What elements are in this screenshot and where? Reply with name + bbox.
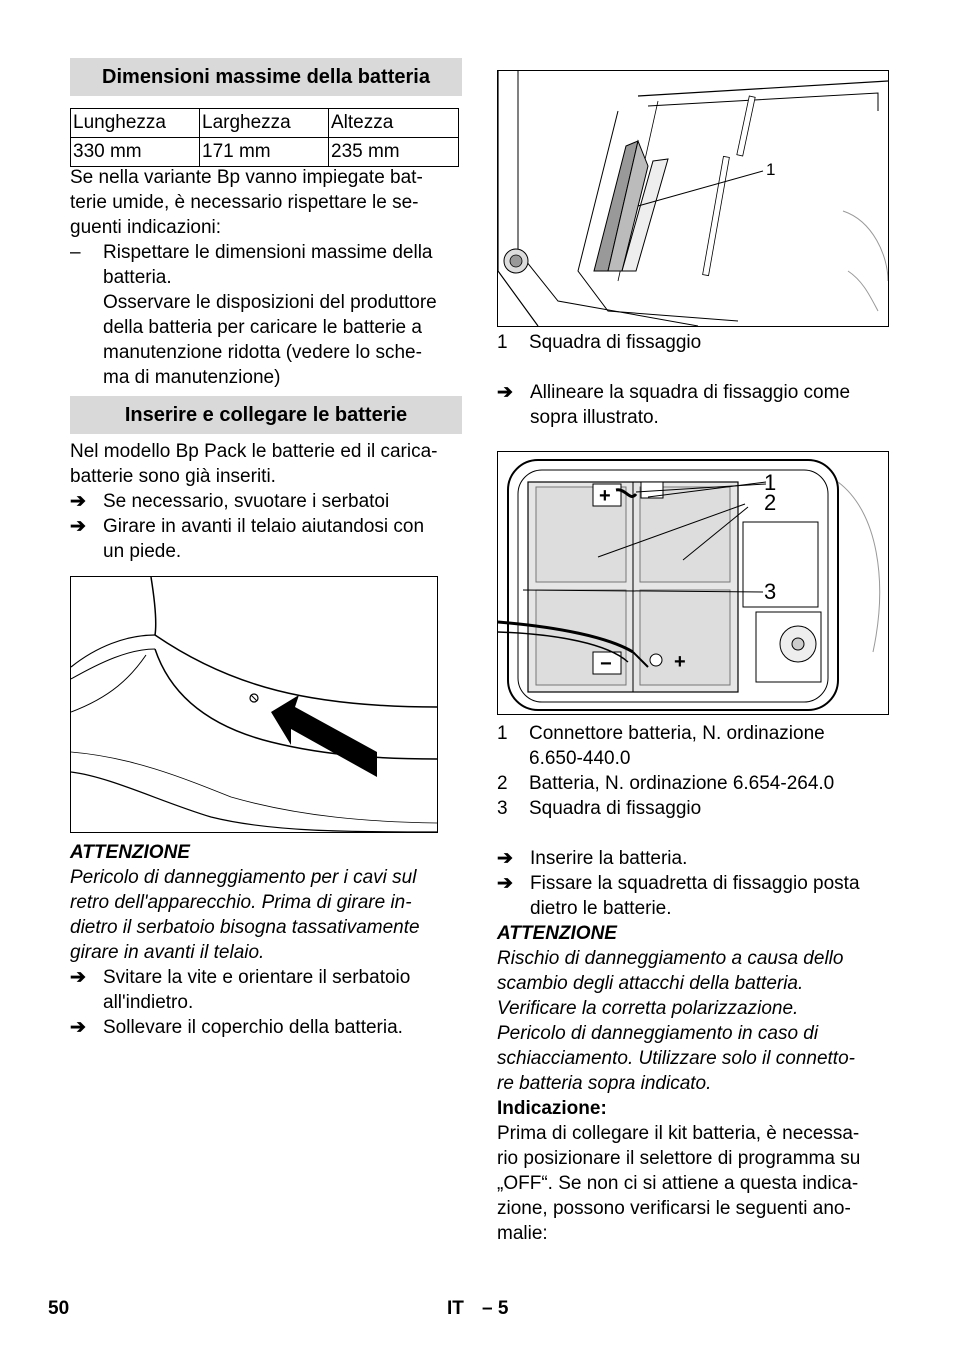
text-line: „OFF“. Se non ci si attiene a questa indica- [497, 1173, 859, 1194]
arrow-icon: ➔ [70, 1017, 86, 1038]
caption-text: Squadra di fissaggio [529, 798, 702, 819]
text-line: Rischio di danneggiamento a causa dello [497, 948, 844, 969]
figure-caption [497, 330, 889, 355]
text-line: dietro il serbatoio bisogna tassativamente [70, 917, 420, 938]
callout-label: 1 [764, 470, 777, 495]
attention-label: ATTENZIONE [70, 842, 190, 863]
battery-compartment-drawing [498, 452, 888, 714]
text-line: sopra illustrato. [530, 407, 659, 428]
text-line: Osservare le disposizioni del produttore [103, 292, 437, 313]
text-line: batteria. [103, 267, 172, 288]
text-line: un piede. [103, 541, 182, 562]
figure-caption [497, 771, 889, 796]
table-header-row [71, 109, 459, 138]
step-item [70, 965, 462, 1015]
step-item [70, 489, 462, 514]
text-line: Prima di collegare il kit batteria, è necessa- [497, 1123, 860, 1144]
section-heading-insert-batteries: Inserire e collegare le batterie [70, 396, 462, 434]
attention-text [70, 865, 462, 965]
section-number: – 5 [482, 1298, 509, 1319]
text-line: Svitare la vite e orientare il serbatoio [103, 967, 411, 988]
table-cell: 235 mm [329, 138, 459, 167]
right-column [497, 70, 889, 1246]
step-item [497, 846, 889, 871]
svg-text:+: + [674, 651, 686, 673]
fixing-bracket-drawing [498, 71, 888, 326]
text-line: zione, possono verificarsi le seguenti ano- [497, 1198, 851, 1219]
table-row [71, 138, 459, 167]
table-header-cell: Altezza [329, 109, 459, 138]
text-line: manutenzione ridotta (vedere lo sche- [103, 342, 422, 363]
arrow-icon [271, 695, 377, 777]
text-line: Sollevare il coperchio della batteria. [103, 1017, 403, 1038]
dash-marker: – [70, 242, 81, 263]
caption-text: Batteria, N. ordinazione 6.654-264.0 [529, 773, 835, 794]
text-line: rio posizionare il selettore di programma su [497, 1148, 861, 1169]
caption-text: Connettore batteria, N. ordinazione [529, 723, 825, 744]
step-item [497, 871, 889, 921]
arrow-icon: ➔ [497, 873, 513, 894]
attention-label: ATTENZIONE [497, 923, 617, 944]
text-line: batterie sono già inseriti. [70, 466, 276, 487]
page-number: 50 [48, 1298, 70, 1319]
text-line: re batteria sopra indicato. [497, 1073, 712, 1094]
text-line: terie umide, è necessario rispettare le se- [70, 192, 419, 213]
step-item [497, 380, 889, 430]
svg-text:−: − [600, 653, 612, 675]
table-header-cell: Larghezza [200, 109, 329, 138]
text-line: Se nella variante Bp vanno impiegate bat- [70, 167, 423, 188]
fixing-bracket-illustration [497, 70, 889, 327]
arrow-icon: ➔ [497, 382, 513, 403]
language-code: IT [447, 1298, 464, 1319]
text-line: Fissare la squadretta di fissaggio posta [530, 873, 860, 894]
text-line: Pericolo di danneggiamento per i cavi sul [70, 867, 417, 888]
caption-number: 3 [497, 798, 508, 819]
text-line: all'indietro. [103, 992, 194, 1013]
battery-compartment-illustration [497, 451, 889, 715]
table-header-cell: Lunghezza [71, 109, 200, 138]
text-line: Nel modello Bp Pack le batterie ed il carica- [70, 441, 438, 462]
step-item [70, 1015, 462, 1040]
text-line: girare in avanti il telaio. [70, 942, 265, 963]
text-line: Allineare la squadra di fissaggio come [530, 382, 851, 403]
text-line: Verificare la corretta polarizzazione. [497, 998, 799, 1019]
frame-tilt-drawing [71, 577, 437, 832]
text-line: Se necessario, svuotare i serbatoi [103, 491, 390, 512]
text-line: ma di manutenzione) [103, 367, 281, 388]
text-line: schiacciamento. Utilizzare solo il connetto- [497, 1048, 855, 1069]
table-cell: 330 mm [71, 138, 200, 167]
arrow-icon: ➔ [70, 967, 86, 988]
arrow-icon: ➔ [70, 516, 86, 537]
note-text [497, 1121, 889, 1246]
callout-label: 3 [764, 579, 777, 604]
text-line: Inserire la batteria. [530, 848, 688, 869]
step-item [70, 514, 462, 564]
caption-number: 2 [497, 773, 508, 794]
figure-caption [497, 721, 889, 771]
text-line: Girare in avanti il telaio aiutandosi con [103, 516, 425, 537]
arrow-icon: ➔ [70, 491, 86, 512]
bp-pack-paragraph [70, 439, 462, 489]
figure-caption [497, 796, 889, 821]
callout-label: 2 [764, 490, 777, 515]
section-heading-battery-dimensions: Dimensioni massime della batteria [70, 58, 462, 96]
wet-battery-paragraph [70, 165, 462, 240]
caption-text: 6.650-440.0 [529, 748, 631, 769]
left-column [70, 58, 462, 1040]
svg-text:+: + [599, 485, 611, 507]
frame-tilt-illustration [70, 576, 438, 833]
table-cell: 171 mm [200, 138, 329, 167]
attention-text [497, 946, 889, 1096]
text-line: retro dell'apparecchio. Prima di girare in- [70, 892, 412, 913]
text-line: dietro le batterie. [530, 898, 672, 919]
battery-dimensions-table [70, 108, 459, 167]
arrow-icon: ➔ [497, 848, 513, 869]
text-line: della batteria per caricare le batterie a [103, 317, 422, 338]
text-line: malie: [497, 1223, 548, 1244]
caption-list [497, 721, 889, 821]
callout-label: 1 [766, 160, 776, 179]
dash-list-item [70, 240, 462, 390]
caption-number: 1 [497, 723, 508, 744]
note-label: Indicazione: [497, 1098, 607, 1119]
text-line: guenti indicazioni: [70, 217, 222, 238]
text-line: Rispettare le dimensioni massime della [103, 242, 433, 263]
caption-number: 1 [497, 332, 508, 353]
text-line: scambio degli attacchi della batteria. [497, 973, 804, 994]
text-line: Pericolo di danneggiamento in caso di [497, 1023, 819, 1044]
caption-text: Squadra di fissaggio [529, 332, 702, 353]
